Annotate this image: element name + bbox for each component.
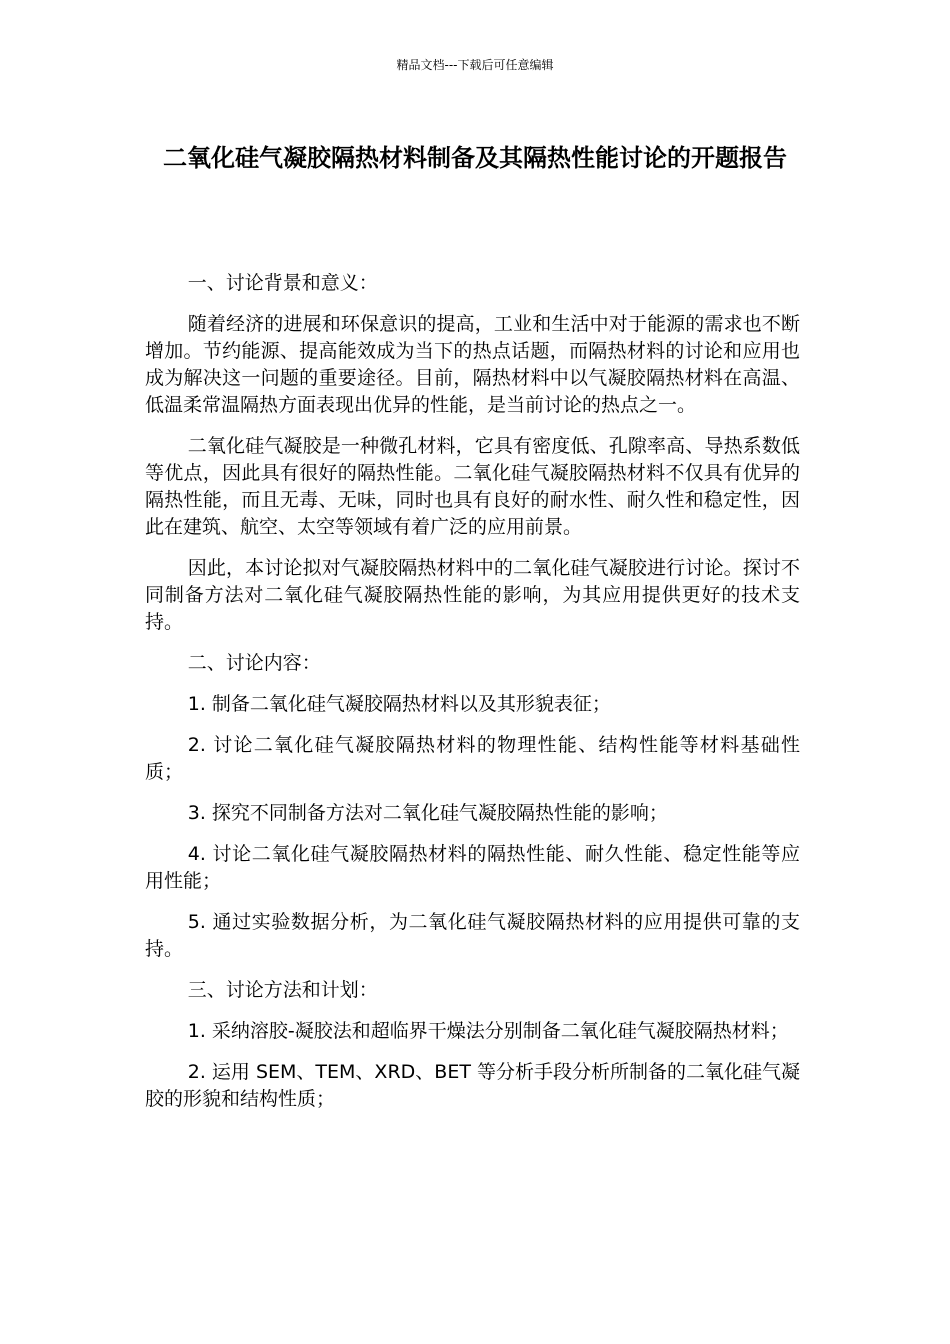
paragraph: 因此，本讨论拟对气凝胶隔热材料中的二氧化硅气凝胶进行讨论。探讨不同制备方法对二氧化硅气凝胶隔热性能的影响，为其应用提供更好的技术支持。 [145,557,800,633]
list-item: 2. 讨论二氧化硅气凝胶隔热材料的物理性能、结构性能等材料基础性质； [145,734,800,783]
list-item: 2. 运用 SEM、TEM、XRD、BET 等分析手段分析所制备的二氧化硅气凝胶的形貌和结构性质； [145,1061,800,1110]
section-heading-background: 一、讨论背景和意义： [187,272,378,294]
list-item: 3. 探究不同制备方法对二氧化硅气凝胶隔热性能的影响； [187,802,668,824]
section-heading-content: 二、讨论内容： [187,652,321,674]
list-item: 4. 讨论二氧化硅气凝胶隔热材料的隔热性能、耐久性能、稳定性能等应用性能； [145,843,800,892]
section-heading-methods: 三、讨论方法和计划： [187,979,378,1001]
paragraph: 随着经济的进展和环保意识的提高，工业和生活中对于能源的需求也不断增加。节约能源、提高能效成为当下的热点话题，而隔热材料的讨论和应用也成为解决这一问题的重要途径。目前，隔热材料中以气凝胶隔热材料在高温、低温柔常温隔热方面表现出优异的性能，是当前讨论的热点之一。 [145,313,800,416]
list-item: 1. 采纳溶胶-凝胶法和超临界干燥法分别制备二氧化硅气凝胶隔热材料； [187,1020,789,1042]
paragraph: 二氧化硅气凝胶是一种微孔材料，它具有密度低、孔隙率高、导热系数低等优点，因此具有很好的隔热性能。二氧化硅气凝胶隔热材料不仅具有优异的隔热性能，而且无毒、无味，同时也具有良好的耐水性、耐久性和稳定性，因此在建筑、航空、太空等领域有着广泛的应用前景。 [145,435,800,538]
document-title: 二氧化硅气凝胶隔热材料制备及其隔热性能讨论的开题报告 [163,144,787,172]
document-body [145,270,800,1127]
list-item: 1. 制备二氧化硅气凝胶隔热材料以及其形貌表征； [187,693,611,715]
header-note: 精品文档---下载后可任意编辑 [396,58,554,72]
list-item: 5. 通过实验数据分析，为二氧化硅气凝胶隔热材料的应用提供可靠的支持。 [145,911,800,960]
